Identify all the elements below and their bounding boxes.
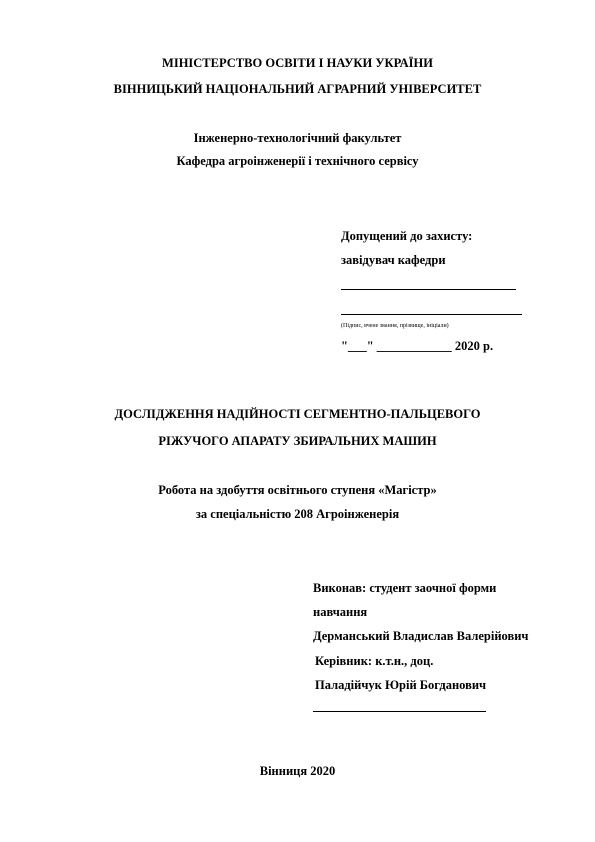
ministry-name: МІНІСТЕРСТВО ОСВІТИ І НАУКИ УКРАЇНИ — [162, 56, 433, 70]
performed-by-line-1: Виконав: студент заочної форми — [313, 581, 497, 595]
degree-statement: Робота на здобуття освітнього ступеня «Магістр» — [158, 483, 437, 497]
city-year: Вінниця 2020 — [259, 764, 336, 778]
signature-line-1 — [341, 289, 516, 290]
admitted-label: Допущений до захисту: — [341, 229, 473, 243]
supervisor-name: Паладійчук Юрій Богданович — [315, 678, 487, 692]
thesis-title-line-1: ДОСЛІДЖЕННЯ НАДІЙНОСТІ СЕГМЕНТНО-ПАЛЬЦЕВОГО — [114, 407, 481, 421]
performed-by-line-2: навчання — [313, 605, 368, 619]
head-of-department-label: завідувач кафедри — [341, 253, 446, 267]
university-name: ВІННИЦЬКИЙ НАЦІОНАЛЬНИЙ АГРАРНИЙ УНІВЕРСИТЕТ — [113, 82, 482, 96]
signature-line-2 — [341, 314, 522, 315]
specialty-statement: за спеціальністю 208 Агроінженерія — [195, 507, 400, 521]
approval-date: "___" ____________ 2020 р. — [341, 339, 494, 353]
author-signature-line — [313, 711, 486, 712]
department-name: Кафедра агроінженерії і технічного сервісу — [176, 154, 419, 168]
thesis-title-line-2: РІЖУЧОГО АПАРАТУ ЗБИРАЛЬНИХ МАШИН — [158, 434, 437, 448]
supervisor-label: Керівник: к.т.н., доц. — [315, 654, 434, 668]
signature-caption: (Підпис, вчене звання, прізвище, ініціали) — [341, 323, 449, 329]
faculty-name: Інженерно-технологічний факультет — [193, 131, 402, 145]
student-name: Дерманський Владислав Валерійович — [313, 629, 529, 643]
